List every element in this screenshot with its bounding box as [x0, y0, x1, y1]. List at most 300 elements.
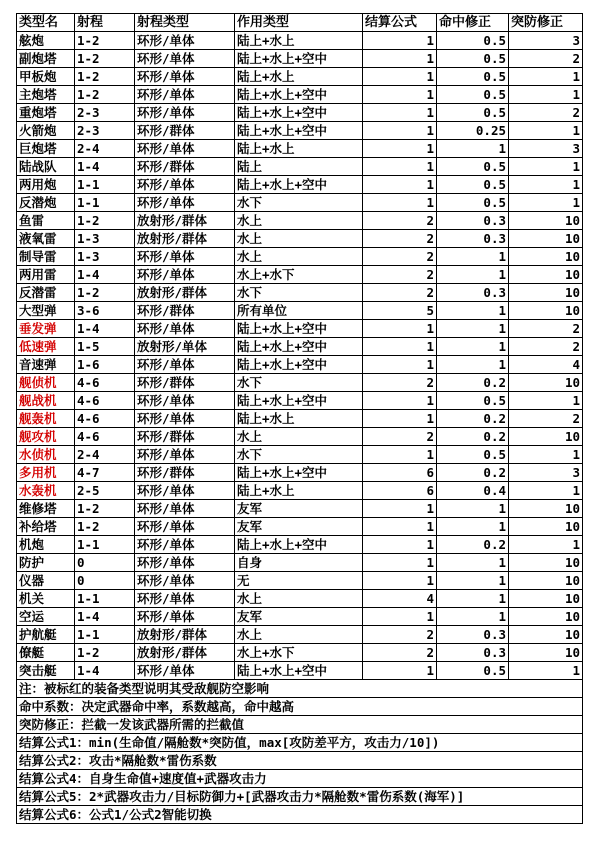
cell-type-name: 陆战队 [17, 158, 75, 176]
cell-range-type: 环形/单体 [135, 320, 235, 338]
cell-range: 2-5 [75, 482, 135, 500]
cell-penetration-modifier: 10 [509, 374, 583, 392]
cell-range: 1-2 [75, 86, 135, 104]
cell-formula: 1 [363, 662, 437, 680]
cell-range: 4-6 [75, 428, 135, 446]
cell-effect-type: 水上 [235, 248, 363, 266]
note-text: 结算公式1：min(生命值/隔舱数*突防值，max[攻防差平方，攻击力/10]) [17, 734, 583, 752]
cell-penetration-modifier: 10 [509, 572, 583, 590]
cell-effect-type: 陆上+水上 [235, 410, 363, 428]
cell-formula: 1 [363, 122, 437, 140]
table-row [17, 248, 583, 266]
cell-range: 2-4 [75, 140, 135, 158]
cell-range-type: 环形/单体 [135, 446, 235, 464]
cell-formula: 6 [363, 464, 437, 482]
cell-range: 1-6 [75, 356, 135, 374]
cell-effect-type: 水下 [235, 374, 363, 392]
cell-effect-type: 水上 [235, 212, 363, 230]
cell-penetration-modifier: 1 [509, 176, 583, 194]
cell-range-type: 放射形/群体 [135, 626, 235, 644]
cell-effect-type: 水下 [235, 446, 363, 464]
cell-formula: 6 [363, 482, 437, 500]
cell-type-name: 低速弹 [17, 338, 75, 356]
cell-hit-modifier: 0.5 [437, 176, 509, 194]
cell-formula: 1 [363, 68, 437, 86]
cell-formula: 1 [363, 608, 437, 626]
cell-type-name: 反潜炮 [17, 194, 75, 212]
cell-effect-type: 所有单位 [235, 302, 363, 320]
table-row [17, 50, 583, 68]
cell-range: 3-6 [75, 302, 135, 320]
cell-penetration-modifier: 10 [509, 608, 583, 626]
cell-formula: 1 [363, 536, 437, 554]
cell-type-name: 机关 [17, 590, 75, 608]
cell-formula: 2 [363, 374, 437, 392]
cell-hit-modifier: 0.5 [437, 158, 509, 176]
cell-hit-modifier: 1 [437, 338, 509, 356]
cell-formula: 4 [363, 590, 437, 608]
note-text: 命中系数：决定武器命中率，系数越高，命中越高 [17, 698, 583, 716]
cell-range-type: 环形/单体 [135, 86, 235, 104]
cell-range: 2-3 [75, 104, 135, 122]
note-text: 注：被标红的装备类型说明其受敌舰防空影响 [17, 680, 583, 698]
cell-range: 0 [75, 572, 135, 590]
cell-hit-modifier: 0.3 [437, 284, 509, 302]
table-row [17, 500, 583, 518]
cell-penetration-modifier: 2 [509, 50, 583, 68]
header-hit-modifier: 命中修正 [437, 14, 509, 32]
cell-range-type: 环形/单体 [135, 410, 235, 428]
cell-penetration-modifier: 1 [509, 482, 583, 500]
cell-type-name: 两用雷 [17, 266, 75, 284]
header-penetration-modifier: 突防修正 [509, 14, 583, 32]
cell-range-type: 环形/单体 [135, 176, 235, 194]
cell-penetration-modifier: 10 [509, 626, 583, 644]
cell-range-type: 环形/单体 [135, 482, 235, 500]
cell-hit-modifier: 0.25 [437, 122, 509, 140]
table-row [17, 410, 583, 428]
cell-formula: 1 [363, 32, 437, 50]
cell-penetration-modifier: 10 [509, 590, 583, 608]
cell-penetration-modifier: 10 [509, 302, 583, 320]
cell-range: 1-1 [75, 626, 135, 644]
cell-range: 1-2 [75, 500, 135, 518]
note-text: 结算公式6：公式1/公式2智能切换 [17, 806, 583, 824]
cell-formula: 2 [363, 644, 437, 662]
cell-effect-type: 陆上+水上+空中 [235, 392, 363, 410]
cell-type-name: 补给塔 [17, 518, 75, 536]
note-row [17, 770, 583, 788]
cell-hit-modifier: 1 [437, 572, 509, 590]
cell-penetration-modifier: 1 [509, 662, 583, 680]
note-text: 突防修正：拦截一发该武器所需的拦截值 [17, 716, 583, 734]
cell-range: 1-4 [75, 266, 135, 284]
cell-hit-modifier: 0.2 [437, 464, 509, 482]
table-row [17, 68, 583, 86]
cell-effect-type: 陆上 [235, 158, 363, 176]
cell-range-type: 环形/单体 [135, 248, 235, 266]
table-row [17, 86, 583, 104]
cell-effect-type: 陆上+水上+空中 [235, 122, 363, 140]
cell-type-name: 副炮塔 [17, 50, 75, 68]
cell-type-name: 舷炮 [17, 32, 75, 50]
cell-formula: 2 [363, 230, 437, 248]
cell-type-name: 鱼雷 [17, 212, 75, 230]
cell-range: 4-6 [75, 392, 135, 410]
cell-hit-modifier: 0.5 [437, 68, 509, 86]
cell-hit-modifier: 1 [437, 140, 509, 158]
cell-effect-type: 水上 [235, 626, 363, 644]
table-row [17, 302, 583, 320]
table-row [17, 32, 583, 50]
cell-formula: 2 [363, 626, 437, 644]
cell-effect-type: 陆上+水上+空中 [235, 464, 363, 482]
cell-effect-type: 陆上+水上 [235, 482, 363, 500]
table-row [17, 194, 583, 212]
cell-penetration-modifier: 1 [509, 446, 583, 464]
cell-range-type: 环形/单体 [135, 266, 235, 284]
cell-range: 1-4 [75, 608, 135, 626]
cell-formula: 1 [363, 320, 437, 338]
cell-hit-modifier: 1 [437, 590, 509, 608]
cell-hit-modifier: 0.5 [437, 104, 509, 122]
cell-penetration-modifier: 1 [509, 392, 583, 410]
cell-range-type: 放射形/群体 [135, 230, 235, 248]
cell-type-name: 舰轰机 [17, 410, 75, 428]
cell-range: 1-3 [75, 248, 135, 266]
table-row [17, 572, 583, 590]
cell-range: 4-6 [75, 410, 135, 428]
cell-type-name: 主炮塔 [17, 86, 75, 104]
table-row [17, 158, 583, 176]
header-range-type: 射程类型 [135, 14, 235, 32]
cell-hit-modifier: 1 [437, 266, 509, 284]
cell-range-type: 放射形/群体 [135, 212, 235, 230]
table-row [17, 644, 583, 662]
cell-range-type: 环形/单体 [135, 608, 235, 626]
cell-formula: 2 [363, 266, 437, 284]
cell-type-name: 水轰机 [17, 482, 75, 500]
cell-penetration-modifier: 1 [509, 122, 583, 140]
cell-effect-type: 陆上+水上+空中 [235, 104, 363, 122]
note-row [17, 734, 583, 752]
cell-type-name: 重炮塔 [17, 104, 75, 122]
cell-type-name: 巨炮塔 [17, 140, 75, 158]
cell-hit-modifier: 1 [437, 518, 509, 536]
cell-effect-type: 陆上+水上+空中 [235, 50, 363, 68]
cell-type-name: 护航艇 [17, 626, 75, 644]
cell-formula: 1 [363, 338, 437, 356]
cell-range: 0 [75, 554, 135, 572]
cell-range-type: 环形/单体 [135, 68, 235, 86]
cell-effect-type: 陆上+水上+空中 [235, 86, 363, 104]
cell-range-type: 放射形/群体 [135, 284, 235, 302]
cell-penetration-modifier: 1 [509, 158, 583, 176]
header-effect-type: 作用类型 [235, 14, 363, 32]
cell-range: 4-6 [75, 374, 135, 392]
note-text: 结算公式2：攻击*隔舱数*雷伤系数 [17, 752, 583, 770]
cell-type-name: 水侦机 [17, 446, 75, 464]
cell-range-type: 环形/单体 [135, 50, 235, 68]
cell-range-type: 环形/群体 [135, 122, 235, 140]
header-formula: 结算公式 [363, 14, 437, 32]
cell-type-name: 液氧雷 [17, 230, 75, 248]
cell-penetration-modifier: 10 [509, 230, 583, 248]
cell-formula: 1 [363, 140, 437, 158]
cell-penetration-modifier: 10 [509, 644, 583, 662]
cell-effect-type: 无 [235, 572, 363, 590]
cell-hit-modifier: 0.2 [437, 428, 509, 446]
cell-hit-modifier: 0.5 [437, 86, 509, 104]
cell-hit-modifier: 1 [437, 608, 509, 626]
table-row [17, 590, 583, 608]
cell-type-name: 甲板炮 [17, 68, 75, 86]
cell-hit-modifier: 0.3 [437, 230, 509, 248]
cell-range: 1-2 [75, 50, 135, 68]
cell-formula: 2 [363, 248, 437, 266]
cell-effect-type: 陆上+水上 [235, 68, 363, 86]
cell-effect-type: 友军 [235, 518, 363, 536]
cell-formula: 1 [363, 176, 437, 194]
table-row [17, 428, 583, 446]
cell-formula: 1 [363, 86, 437, 104]
header-type-name: 类型名 [17, 14, 75, 32]
cell-formula: 1 [363, 410, 437, 428]
cell-hit-modifier: 0.5 [437, 194, 509, 212]
table-row [17, 554, 583, 572]
cell-hit-modifier: 1 [437, 302, 509, 320]
cell-range: 1-2 [75, 32, 135, 50]
cell-formula: 1 [363, 194, 437, 212]
cell-range: 1-1 [75, 176, 135, 194]
cell-type-name: 舰侦机 [17, 374, 75, 392]
cell-range: 1-1 [75, 590, 135, 608]
cell-range-type: 放射形/单体 [135, 338, 235, 356]
cell-penetration-modifier: 1 [509, 194, 583, 212]
cell-hit-modifier: 1 [437, 248, 509, 266]
cell-range-type: 环形/单体 [135, 572, 235, 590]
cell-formula: 1 [363, 572, 437, 590]
note-text: 结算公式5：2*武器攻击力/目标防御力+[武器攻击力*隔舱数*雷伤系数(海军)] [17, 788, 583, 806]
cell-penetration-modifier: 2 [509, 320, 583, 338]
cell-type-name: 多用机 [17, 464, 75, 482]
cell-penetration-modifier: 2 [509, 104, 583, 122]
cell-hit-modifier: 0.5 [437, 662, 509, 680]
table-row [17, 392, 583, 410]
cell-range: 1-1 [75, 536, 135, 554]
cell-type-name: 机炮 [17, 536, 75, 554]
cell-range-type: 环形/单体 [135, 590, 235, 608]
cell-hit-modifier: 1 [437, 356, 509, 374]
cell-formula: 2 [363, 212, 437, 230]
cell-range-type: 环形/群体 [135, 374, 235, 392]
cell-type-name: 仪器 [17, 572, 75, 590]
cell-range: 1-2 [75, 212, 135, 230]
cell-hit-modifier: 1 [437, 500, 509, 518]
cell-range: 1-2 [75, 68, 135, 86]
table-row [17, 176, 583, 194]
table-row [17, 518, 583, 536]
cell-range-type: 环形/群体 [135, 302, 235, 320]
cell-range-type: 环形/群体 [135, 428, 235, 446]
cell-penetration-modifier: 10 [509, 248, 583, 266]
cell-penetration-modifier: 10 [509, 266, 583, 284]
cell-formula: 1 [363, 446, 437, 464]
cell-penetration-modifier: 10 [509, 518, 583, 536]
cell-effect-type: 友军 [235, 608, 363, 626]
cell-hit-modifier: 0.3 [437, 212, 509, 230]
cell-type-name: 突击艇 [17, 662, 75, 680]
cell-range: 1-4 [75, 158, 135, 176]
weapon-stats-table [16, 13, 583, 824]
note-row [17, 680, 583, 698]
cell-formula: 1 [363, 500, 437, 518]
cell-effect-type: 水上+水下 [235, 644, 363, 662]
cell-formula: 1 [363, 518, 437, 536]
cell-formula: 2 [363, 284, 437, 302]
cell-effect-type: 陆上+水上+空中 [235, 662, 363, 680]
table-row [17, 140, 583, 158]
note-row [17, 716, 583, 734]
cell-range: 1-4 [75, 320, 135, 338]
table-row [17, 374, 583, 392]
cell-hit-modifier: 0.5 [437, 50, 509, 68]
cell-formula: 1 [363, 50, 437, 68]
cell-type-name: 舰攻机 [17, 428, 75, 446]
cell-formula: 1 [363, 392, 437, 410]
cell-range: 1-2 [75, 644, 135, 662]
cell-range-type: 环形/单体 [135, 32, 235, 50]
cell-type-name: 僚艇 [17, 644, 75, 662]
note-row [17, 698, 583, 716]
cell-penetration-modifier: 1 [509, 536, 583, 554]
cell-penetration-modifier: 1 [509, 86, 583, 104]
cell-effect-type: 水上 [235, 230, 363, 248]
cell-effect-type: 陆上+水上 [235, 140, 363, 158]
cell-hit-modifier: 0.5 [437, 392, 509, 410]
cell-range: 1-2 [75, 518, 135, 536]
cell-range: 1-5 [75, 338, 135, 356]
cell-penetration-modifier: 1 [509, 68, 583, 86]
cell-effect-type: 陆上+水上+空中 [235, 176, 363, 194]
cell-range: 2-3 [75, 122, 135, 140]
cell-penetration-modifier: 3 [509, 32, 583, 50]
table-row [17, 626, 583, 644]
cell-effect-type: 水上 [235, 590, 363, 608]
cell-penetration-modifier: 2 [509, 410, 583, 428]
cell-penetration-modifier: 10 [509, 500, 583, 518]
cell-type-name: 空运 [17, 608, 75, 626]
cell-hit-modifier: 0.3 [437, 626, 509, 644]
cell-range: 4-7 [75, 464, 135, 482]
table-row [17, 356, 583, 374]
cell-hit-modifier: 0.5 [437, 32, 509, 50]
table-row [17, 482, 583, 500]
note-text: 结算公式4：自身生命值+速度值+武器攻击力 [17, 770, 583, 788]
cell-range-type: 环形/群体 [135, 464, 235, 482]
cell-effect-type: 陆上+水上+空中 [235, 338, 363, 356]
cell-range-type: 放射形/群体 [135, 644, 235, 662]
cell-range-type: 环形/群体 [135, 158, 235, 176]
cell-penetration-modifier: 3 [509, 140, 583, 158]
cell-type-name: 舰战机 [17, 392, 75, 410]
table-row [17, 662, 583, 680]
cell-penetration-modifier: 2 [509, 338, 583, 356]
cell-type-name: 垂发弹 [17, 320, 75, 338]
cell-range: 1-3 [75, 230, 135, 248]
cell-range-type: 环形/单体 [135, 392, 235, 410]
cell-effect-type: 水下 [235, 284, 363, 302]
cell-effect-type: 水下 [235, 194, 363, 212]
table-row [17, 536, 583, 554]
cell-type-name: 音速弹 [17, 356, 75, 374]
table-row [17, 104, 583, 122]
cell-effect-type: 陆上+水上+空中 [235, 356, 363, 374]
cell-penetration-modifier: 10 [509, 284, 583, 302]
cell-effect-type: 水上+水下 [235, 266, 363, 284]
cell-effect-type: 陆上+水上+空中 [235, 536, 363, 554]
cell-range-type: 环形/单体 [135, 662, 235, 680]
table-row [17, 464, 583, 482]
table-row [17, 266, 583, 284]
cell-formula: 1 [363, 356, 437, 374]
cell-effect-type: 友军 [235, 500, 363, 518]
cell-formula: 2 [363, 428, 437, 446]
cell-range: 1-1 [75, 194, 135, 212]
cell-hit-modifier: 0.3 [437, 644, 509, 662]
cell-range-type: 环形/单体 [135, 500, 235, 518]
table-row [17, 446, 583, 464]
cell-formula: 1 [363, 104, 437, 122]
cell-hit-modifier: 0.5 [437, 446, 509, 464]
cell-penetration-modifier: 10 [509, 428, 583, 446]
table-row [17, 284, 583, 302]
cell-penetration-modifier: 10 [509, 212, 583, 230]
cell-type-name: 大型弹 [17, 302, 75, 320]
cell-formula: 1 [363, 158, 437, 176]
note-row [17, 806, 583, 824]
table-row [17, 212, 583, 230]
cell-type-name: 制导雷 [17, 248, 75, 266]
table-row [17, 320, 583, 338]
cell-effect-type: 陆上+水上+空中 [235, 320, 363, 338]
cell-type-name: 维修塔 [17, 500, 75, 518]
table-row [17, 608, 583, 626]
note-row [17, 752, 583, 770]
cell-range-type: 环形/单体 [135, 356, 235, 374]
cell-range: 1-4 [75, 662, 135, 680]
cell-effect-type: 水上 [235, 428, 363, 446]
cell-range-type: 环形/单体 [135, 536, 235, 554]
cell-hit-modifier: 1 [437, 320, 509, 338]
cell-type-name: 反潜雷 [17, 284, 75, 302]
cell-range-type: 环形/单体 [135, 518, 235, 536]
cell-effect-type: 自身 [235, 554, 363, 572]
note-row [17, 788, 583, 806]
cell-range-type: 环形/单体 [135, 554, 235, 572]
header-range: 射程 [75, 14, 135, 32]
table-row [17, 122, 583, 140]
cell-hit-modifier: 0.4 [437, 482, 509, 500]
cell-type-name: 火箭炮 [17, 122, 75, 140]
header-row [17, 14, 583, 32]
cell-penetration-modifier: 10 [509, 554, 583, 572]
cell-range-type: 环形/单体 [135, 140, 235, 158]
table-row [17, 338, 583, 356]
cell-range-type: 环形/单体 [135, 104, 235, 122]
cell-range: 2-4 [75, 446, 135, 464]
cell-penetration-modifier: 4 [509, 356, 583, 374]
